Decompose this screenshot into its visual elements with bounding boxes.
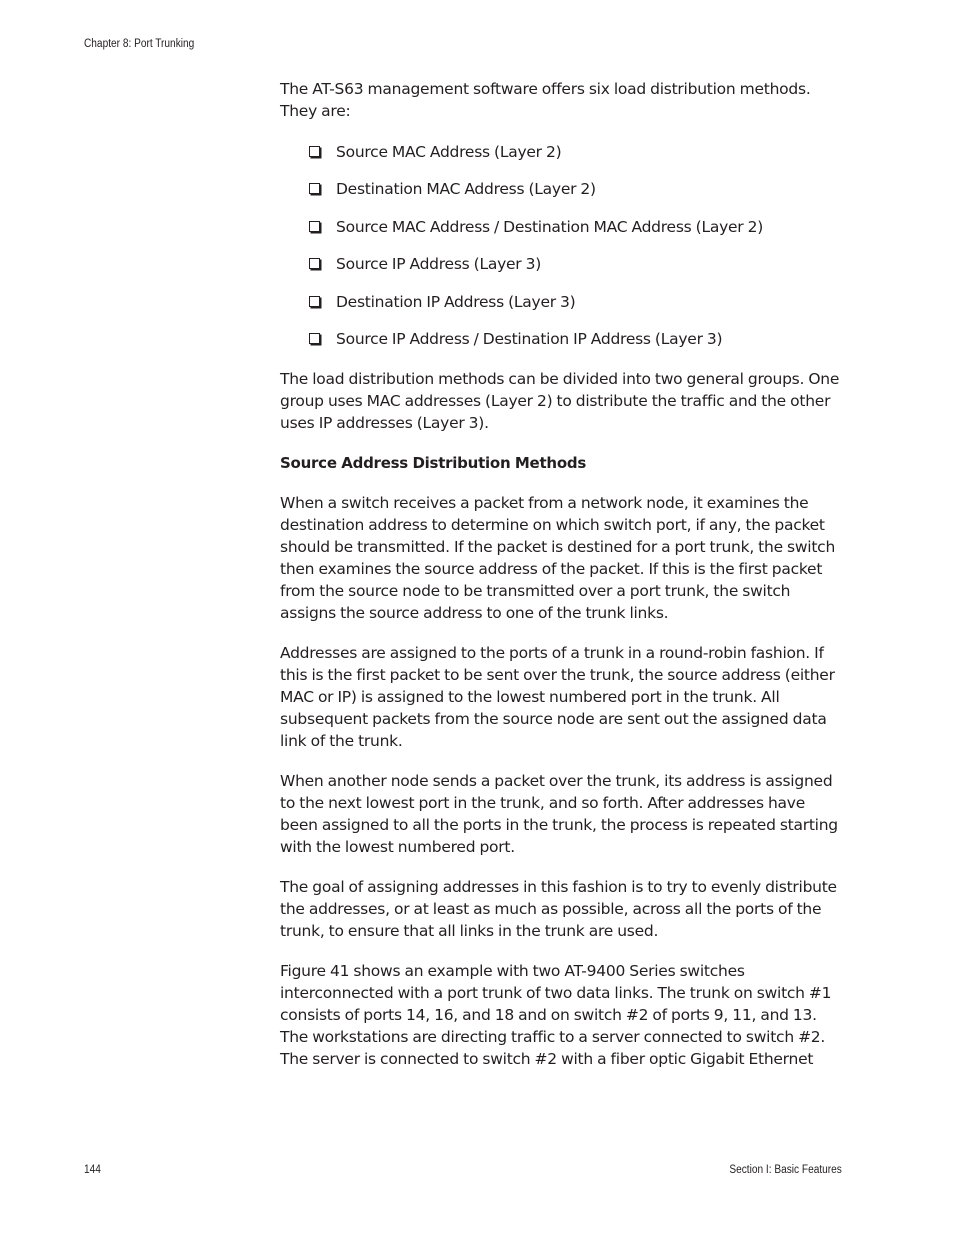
list-item [280,141,842,163]
list-item [280,178,842,200]
checkbox-bullet-icon [309,221,320,232]
list-item-label: Source MAC Address (Layer 2) [336,143,562,161]
checkbox-bullet-icon [309,333,320,344]
checkbox-bullet-icon [309,146,320,157]
body-paragraph: When another node sends a packet over the trunk, its address is assigned to the next lowest port in the trunk, and so forth. After addresses have been assigned to all the ports in the trunk, the process is repeated starting with the lowest numbered port. [280,771,838,856]
page-number: 144 [84,1164,101,1176]
intro-paragraph: The AT-S63 management software offers six load distribution methods. They are: [280,80,811,120]
body-paragraph: Figure 41 shows an example with two AT-9400 Series switches interconnected with a port trunk of two data links. The trunk on switch #1 consists of ports 14, 16, and 18 and on switch #2 of ports 9, 11, and 13. The workstations are directing traffic to a server connected to switch #2. The server is connected to switch #2 with a fiber optic Gigabit Ethernet [280,961,832,1068]
list-item-label: Source IP Address (Layer 3) [336,255,542,274]
page-body [280,78,842,1088]
list-item [280,328,842,350]
list-item [280,291,842,313]
section-subheading: Source Address Distribution Methods [280,453,587,472]
checkbox-bullet-icon [309,183,320,194]
running-header: Chapter 8: Port Trunking [84,38,195,50]
running-footer-section: Section I: Basic Features [729,1164,842,1176]
checkbox-bullet-icon [309,296,320,307]
list-item [280,253,842,275]
body-paragraph: The goal of assigning addresses in this fashion is to try to evenly distribute the addresses, or at least as much as possible, across all the ports of the trunk, to ensure that all links in the trunk are used. [280,877,837,940]
load-distribution-methods-list [280,141,842,350]
list-item-label: Destination IP Address (Layer 3) [336,292,576,311]
list-item [280,216,842,238]
list-item-label: Source IP Address / Destination IP Address (Layer 3) [336,329,723,348]
checkbox-bullet-icon [309,258,320,269]
body-paragraph: When a switch receives a packet from a network node, it examines the destination address to determine on which switch port, if any, the packet should be transmitted. If the packet is destined for a port trunk, the switch then examines the source address of the packet. If this is the first packet from the source node to be transmitted over a port trunk, the switch assigns the source address to one of the trunk links. [280,493,836,622]
list-item-label: Source MAC Address / Destination MAC Address (Layer 2) [336,217,763,236]
body-paragraph: Addresses are assigned to the ports of a trunk in a round-robin fashion. If this is the first packet to be sent over the trunk, the source address (either MAC or IP) is assigned to the lowest numbered port in the trunk. All subsequent packets from the source node are sent out the assigned data link of the trunk. [280,643,835,750]
groups-paragraph: The load distribution methods can be divided into two general groups. One group uses MAC addresses (Layer 2) to distribute the traffic and the other uses IP addresses (Layer 3). [280,369,840,432]
list-item-label: Destination MAC Address (Layer 2) [336,180,596,199]
